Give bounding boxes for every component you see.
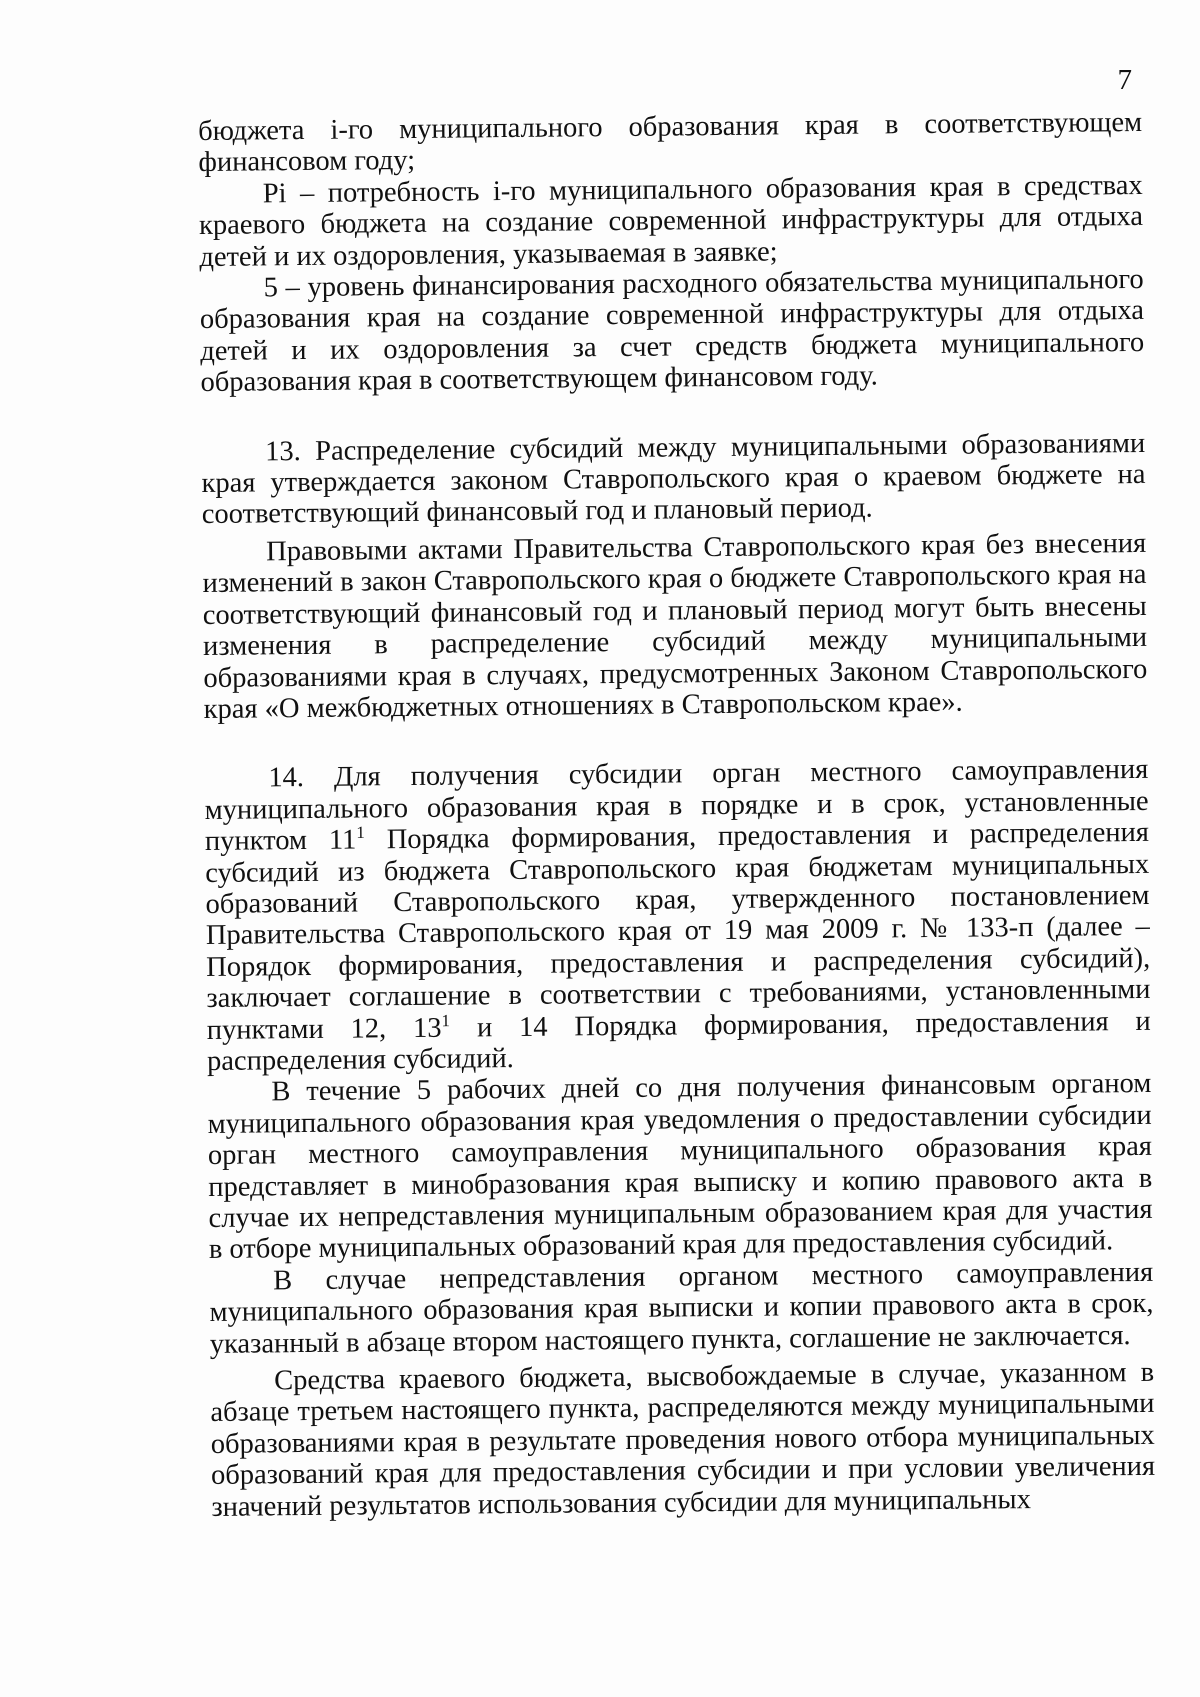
paragraph-non-submission: В случае непредставления органом местного самоуправления муниципального образования края выписки и копии правового акта в срок, указанный в абзаце втором настоящего пункта, соглашение не заключается. (209, 1256, 1154, 1360)
paragraph-level-definition: 5 – уровень финансирования расходного обязательства муниципального образования края на создание современной инфраструктуры для отдыха детей и их оздоровления за счет средств бюджета муниципального образования края в соответствующем финансовом году. (199, 263, 1145, 399)
superscript-2: 1 (441, 1010, 451, 1030)
superscript-1: 1 (356, 823, 365, 843)
paragraph-released-funds: Средства краевого бюджета, высвобождаемые в случае, указанном в абзаце третьем настоящего пункта, распределяются между муниципальными образованиями края в результате проведения нового отбора муниципальных образований края для предоставления субсидии и при условии увеличения значений результатов использования субсидии для муниципальных (210, 1356, 1156, 1523)
paragraph-pi-definition: Pi – потребность i-го муниципального образования края в средствах краевого бюджета на создание современной инфраструктуры для отдыха детей и их оздоровления, указываемая в заявке; (198, 169, 1144, 273)
page-number: 7 (1117, 64, 1132, 96)
paragraph-legal-acts: Правовыми актами Правительства Ставропольского края без внесения изменений в закон Ставропольского края о бюджете Ставропольского края на соответствующий финансовый год и плановый период могут быть внесены изменения в распределение субсидий между муниципальными образованиями края в случаях, предусмотренных Законом Ставропольского края «О межбюджетных отношениях в Ставропольском крае». (202, 527, 1148, 725)
document-body (198, 107, 1155, 1523)
paragraph-item-14 (204, 754, 1151, 1077)
paragraph-budget-definition: бюджета i-го муниципального образования края в соответствующем финансовом году; (198, 106, 1143, 179)
paragraph-item-13: 13. Распределение субсидий между муниципальными образованиями края утверждается законом Ставропольского края о краевом бюджете на соответствующий финансовый год и плановый период. (201, 427, 1146, 531)
item-14-text-a: 14. Для получения субсидии орган местного самоуправления муниципального образования края в порядке и в срок, установленные пунктом 11 (204, 754, 1149, 858)
paragraph-five-days: В течение 5 рабочих дней со дня получения финансовым органом муниципального образования края уведомления о предоставлении субсидии орган местного самоуправления муниципального образования края представляет в минобразования края выписку и копию правового акта в случае их непредставления муниципальным образованием края для участия в отборе муниципальных образований края для предоставления субсидий. (207, 1068, 1153, 1266)
item-14-text-b: Порядка формирования, предоставления и распределения субсидий из бюджета Ставропольского края бюджетам муниципальных образований Ставропольского края, утвержденного постановлением Правительства Ставропольского края от 19 мая 2009 г. № 133-п (далее – Порядок формирования, предоставления и распределения субсидий), заключает соглашение в соответствии с требованиями, установленными пунктами 12, 13 (205, 817, 1151, 1046)
item-14-text-c: и 14 Порядка формирования, предоставления и распределения субсидий. (206, 1005, 1151, 1077)
